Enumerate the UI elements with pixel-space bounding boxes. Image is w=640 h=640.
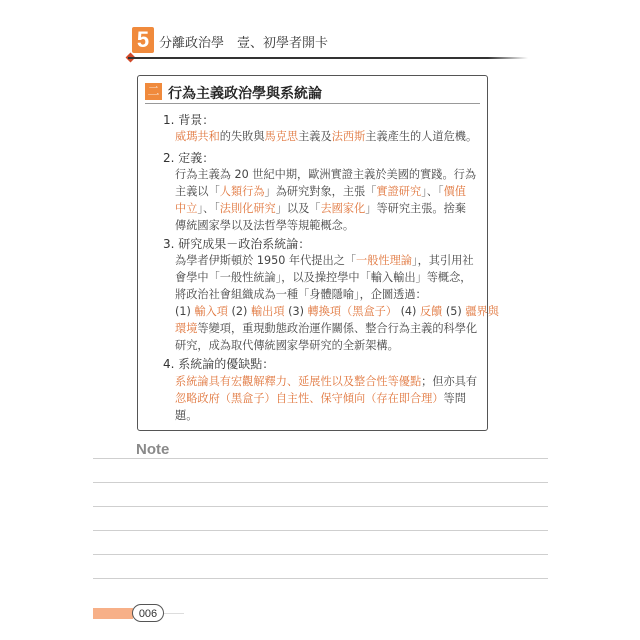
text-segment: 為學者伊斯頓於 1950 年代提出之「 [175, 254, 357, 267]
text-segment: 研究，成為取代傳統國家學研究的全新架構。 [175, 339, 399, 352]
text-segment: (2) [227, 305, 251, 318]
header-rule-fade [488, 57, 528, 59]
text-line [175, 252, 474, 268]
note-line [93, 554, 548, 555]
text-segment: (3) [284, 305, 308, 318]
highlighted-text: 反饋 [419, 305, 443, 318]
text-segment: 」，其引用社 [411, 254, 474, 267]
text-line [175, 320, 477, 336]
text-line [175, 183, 466, 199]
text-segment: 主義以「 [175, 185, 220, 198]
text-line [175, 286, 427, 302]
highlighted-text: 疆界與 [465, 305, 499, 318]
chapter-number-badge: 5 [132, 27, 154, 53]
text-segment: ；但亦具有 [421, 375, 478, 388]
note-line [93, 530, 548, 531]
highlighted-text: 轉換項（黑盒子） [307, 305, 398, 318]
text-line [175, 390, 466, 406]
text-segment: 將政治社會組織成為一種「身體隱喻」，企圖透過： [175, 288, 427, 301]
text-line [175, 269, 471, 285]
page-number: 006 [132, 604, 164, 622]
text-segment: 」為研究對象，主張「 [264, 185, 377, 198]
highlighted-text: 一般性理論 [356, 254, 412, 267]
text-segment: 的失敗與 [219, 130, 265, 143]
item-heading: 3. 研究成果－政治系統論： [163, 237, 311, 251]
highlighted-text: 法則化研究 [219, 202, 276, 215]
header-rule [128, 57, 488, 59]
text-segment: 主義產生的人道危機。 [365, 130, 478, 143]
note-line [93, 506, 548, 507]
section-divider [145, 103, 480, 104]
text-segment: 主義及 [298, 130, 332, 143]
text-line [175, 303, 499, 319]
highlighted-text: 忽略政府（黑盒子）自主性、保守傾向（存在即合理） [175, 392, 444, 405]
highlighted-text: 輸入項 [194, 305, 228, 318]
item-heading: 4. 系統論的優缺點： [163, 357, 275, 371]
highlighted-text: 中立 [175, 202, 198, 215]
note-line [93, 578, 548, 579]
highlighted-text: 威瑪共和 [175, 130, 220, 143]
text-segment: 會學中「一般性統論」，以及操控學中「輸入輸出」等概念， [175, 271, 472, 284]
note-title: Note [136, 441, 170, 458]
text-segment: 等問 [443, 392, 466, 405]
note-line [93, 458, 548, 459]
highlighted-text: 去國家化 [320, 202, 366, 215]
highlighted-text: 系統論具有宏觀解釋力、延展性以及整合性等優點 [175, 375, 422, 388]
highlighted-text: 馬克思 [264, 130, 299, 143]
highlighted-text: 價值 [443, 185, 466, 198]
text-segment: 傳統國家學以及法哲學等規範概念。 [175, 219, 355, 232]
text-segment: 題。 [175, 409, 198, 422]
text-segment: 行為主義為 20 世紀中期，歐洲實證主義於美國的實踐。行為 [175, 168, 477, 181]
section-title: 行為主義政治學與系統論 [168, 86, 322, 102]
text-line [175, 217, 354, 233]
text-line [175, 166, 476, 182]
text-segment: (4) [397, 305, 420, 318]
text-segment: (1) [175, 305, 195, 318]
footer-accent-bar [93, 608, 133, 619]
text-segment: 」等研究主張。捨棄 [365, 202, 466, 215]
highlighted-text: 輸出項 [250, 305, 285, 318]
text-segment: 等變項，重現動態政治運作關係、整合行為主義的科學化 [197, 322, 478, 335]
item-heading: 2. 定義： [163, 151, 215, 165]
section-number-badge: 二 [145, 83, 162, 100]
footer-rule [164, 613, 184, 614]
text-line [175, 407, 197, 423]
note-line [93, 482, 548, 483]
text-segment: 」以及「 [275, 202, 321, 215]
chapter-title: 分離政治學 壹、初學者開卡 [159, 36, 329, 51]
item-heading: 1. 背景： [163, 113, 215, 127]
text-segment: (5) [442, 305, 466, 318]
text-line [175, 128, 477, 144]
highlighted-text: 法西斯 [331, 130, 366, 143]
text-segment: 」、「 [421, 185, 444, 198]
highlighted-text: 環境 [175, 322, 198, 335]
highlighted-text: 實證研究 [376, 185, 422, 198]
text-line [175, 337, 399, 353]
text-line [175, 373, 477, 389]
text-line [175, 200, 466, 216]
text-segment: 」、「 [197, 202, 220, 215]
highlighted-text: 人類行為 [219, 185, 265, 198]
